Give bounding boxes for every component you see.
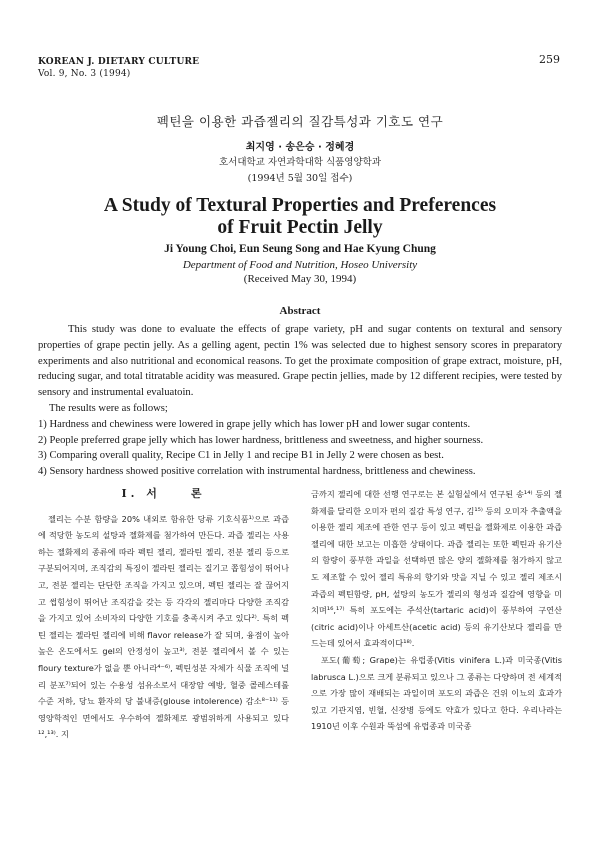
body-paragraph: 젤리는 수분 함량을 20% 내외로 함유한 당류 기호식품¹⁾으로 과즙에 적당한 농도의 설탕과 젤화제를 첨가하여 만든다. 과즙 젤리는 사용하는 젤화제의 종류에 따라 펙틴 젤리, 젤라틴 젤리, 전분 젤리 등으로 구분되어지며, 조직감의 특징이 젤라틴 젤리는 질기고 쫍힘성이 뛰어나고, 전분 젤리는 단단한 조직을 가지고 있으며, 펙틴 젤리는 잘 끊어지고 썹힘성이 뛰어난 조직감을 갖는 등 각각의 젤리마다 다양한 조직감을 가지고 있어 소비자의 다양한 기호를 충족시켜 주고 있다²⁾. 특히 펙틴 젤리는 젤라틴 젤리에 비해 flavor release가 잘 되며, 융점이 높아 높은 온도에서도 gel의 안정성이 높고³⁾, 전분 젤리에서 볼 수 있는 floury texture가 없을 뿐 아니라⁴⁻⁶⁾, 펙틴성분 자체가 식물 조직에 널리 분포⁷⁾되어 있는 수용성 섬유소로서 대장암 예방, 혈중 콜레스테롤 수준 저하, 당뇨 환자의 당 불내증(glouse intolerence) 감소⁸⁻¹¹⁾ 등 영양학적인 면에서도 우수하여 젤화제로 광범위하게 사용되고 있다¹²,¹³⁾. 지 (38, 513, 289, 740)
abstract-result-item: 4) Sensory hardness showed positive correlation with instrumental hardness, brittleness and chewiness. (38, 466, 476, 478)
abstract-body (38, 322, 562, 480)
abstract-heading: Abstract (279, 305, 321, 317)
journal-volume: Vol. 9, No. 3 (1994) (38, 69, 131, 79)
korean-authors: 최지영 · 송은승 · 정혜경 (245, 142, 355, 153)
english-title (0, 195, 600, 239)
journal-header (38, 56, 199, 80)
abstract-result-item: 2) People preferred grape jelly which has lower hardness, brittleness and sweetness, and higher sourness. (38, 434, 484, 446)
body-paragraph: 금까지 젤리에 대한 선행 연구로는 본 실험실에서 연구된 송¹⁴⁾ 등의 젤화제를 달리한 오미자 편의 질감 특성 연구, 김¹⁵⁾ 등의 오미자 추출액을 이용한 젤리 제조에 관한 연구 등이 있고 펙틴을 젤화제로 이용한 과즙 젤리에 대한 보고는 미흡한 상태이다. 과즙 젤리는 또한 펙틴과 유기산의 함량이 풍부한 과일을 선택하면 많은 양의 젤화제를 첨가하지 않고도 제조할 수 있어 젤리 특유의 향기와 맛을 지닐 수 있고 젤리 제조시 과즙의 펙틴함량, pH, 설탕의 농도가 젤리의 형성과 질감에 영향을 미치며¹⁶,¹⁷⁾ 특히 포도에는 주석산(tartaric acid)이 풍부하여 구연산(citric acid)이나 아세트산(acetic acid) 등의 유기산보다 젤리를 만드는데 있어서 효과적이다¹⁸⁾. (311, 489, 562, 649)
page-number: 259 (539, 53, 560, 66)
body-column-left (38, 486, 289, 743)
abstract-result-item: 1) Hardness and chewiness were lowered in grape jelly which has lower pH and lower sugar contents. (38, 418, 471, 430)
english-affiliation: Department of Food and Nutrition, Hoseo University (182, 259, 418, 271)
abstract-result-item: 3) Comparing overall quality, Recipe C1 in Jelly 1 and recipe B1 in Jelly 2 were chosen as best. (38, 450, 444, 462)
english-received-date: (Received May 30, 1994) (243, 273, 357, 285)
abstract-results-intro: The results were as follows; (49, 402, 168, 414)
english-title-line-1: A Study of Textural Properties and Preferences (103, 195, 497, 216)
abstract-paragraph: This study was done to evaluate the effects of grape variety, pH and sugar contents on textural and sensory properties of grape pectin jelly. As a gelling agent, pectin 1% was selected due to highest sensory scores in preparatory experiments and also nutritional and economical reasons. To get the proximate composition of grape extract, moisture, pH, reducing sugar, and total titratable acidity was measured. Grape pectin jellies, made by 12 different recipies, were tested by sensory and instrumental evaluatoin. (38, 324, 562, 399)
section-heading-introduction: I. 서 론 (121, 487, 206, 500)
journal-name: KOREAN J. DIETARY CULTURE (38, 57, 200, 67)
english-title-line-2: of Fruit Pectin Jelly (217, 217, 383, 238)
korean-title: 펙틴을 이용한 과즙젤리의 질감특성과 기호도 연구 (156, 114, 444, 129)
body-column-right (311, 486, 562, 735)
korean-affiliation: 호서대학교 자연과학대학 식품영양학과 (218, 157, 382, 168)
english-authors: Ji Young Choi, Eun Seung Song and Hae Kyung Chung (164, 243, 436, 255)
body-paragraph: 포도(葡萄; Grape)는 유럽종(Vitis vinifera L.)과 미국종(Vitis labrusca L.)으로 크게 분류되고 있으나 그 종류는 다양하며 전 세계적으로 가장 많이 재배되는 과일이며 포도의 과즙은 건위 이뇨의 효과가 있고 기관지염, 빈혈, 신장병 등에도 약효가 있다고 한다. 우리나라는 1910년 이후 수원과 뚝섬에 유럽종과 미국종 (311, 654, 562, 732)
korean-received-date: (1994년 5월 30일 접수) (247, 173, 353, 184)
